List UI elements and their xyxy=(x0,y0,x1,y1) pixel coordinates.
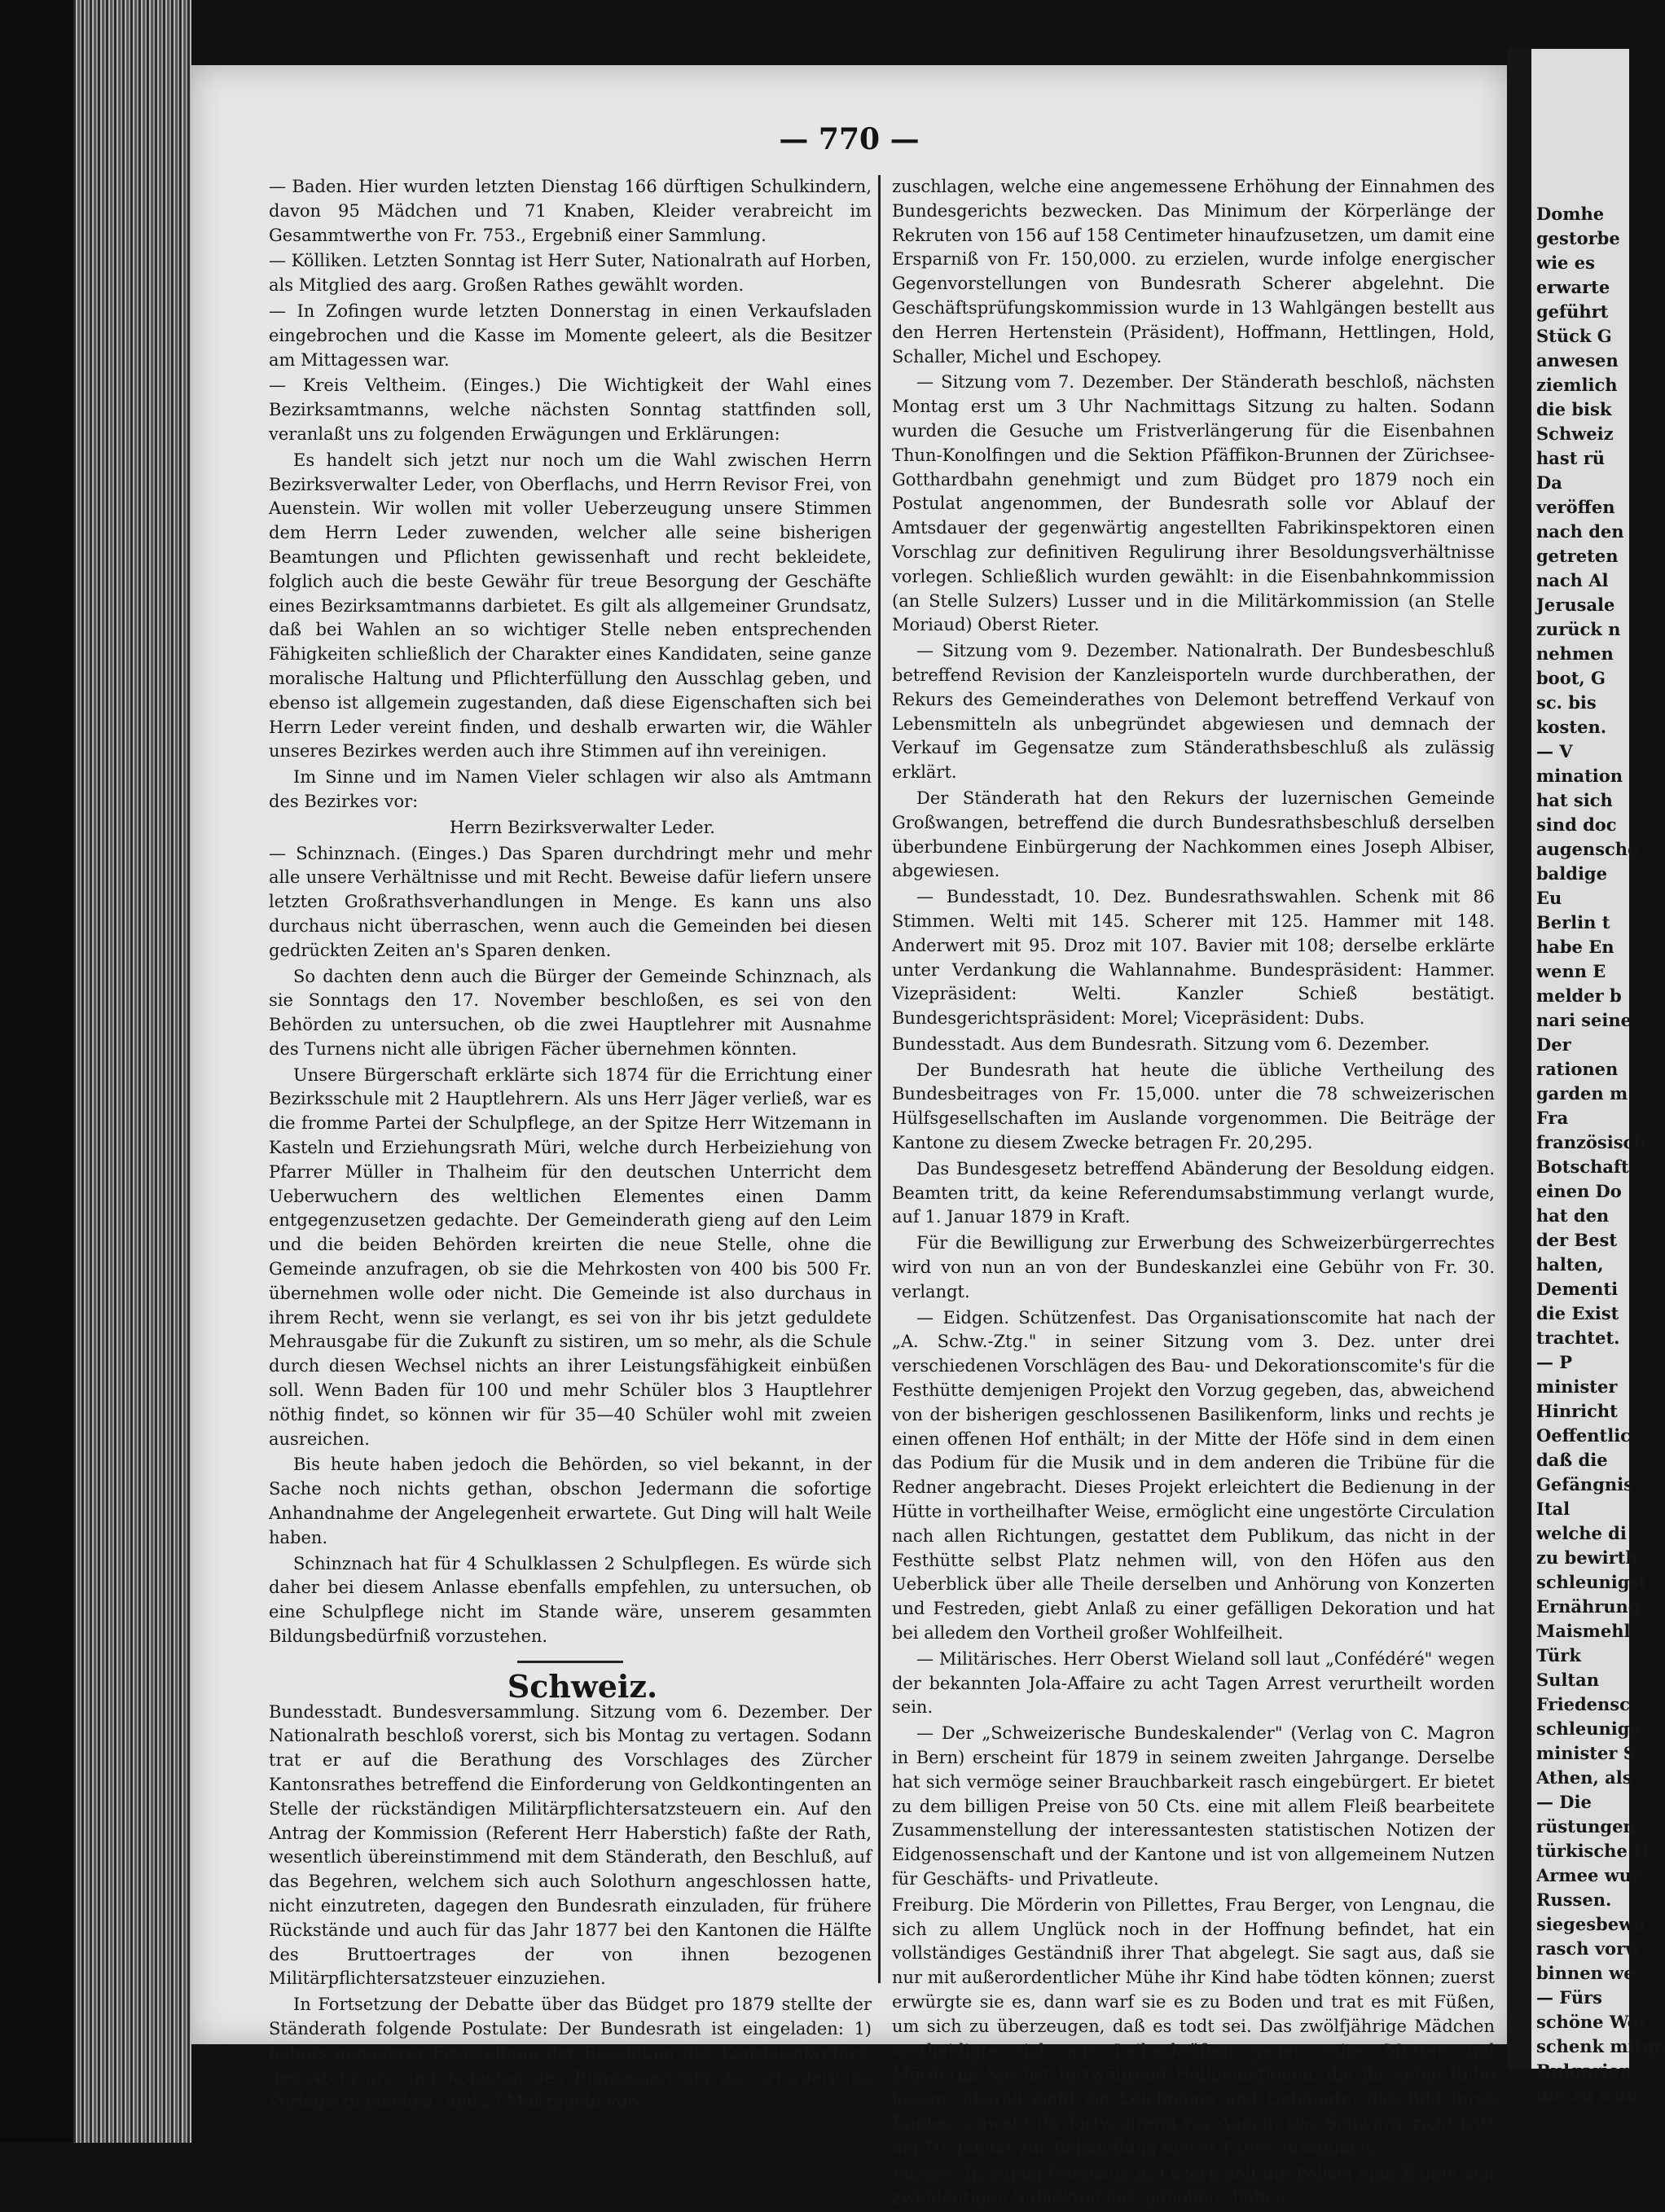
article-continued: zuschlagen, welche eine angemessene Erhöhung der Einnahmen des Bundesgerichts bezwecken. Das Minimum der Körperlänge der Rekruten von 156 auf 158 Centimeter hinaufzusetzen, um damit eine Ersparniß von Fr. 150,000. zu erzielen, wurde infolge energischer Gegenvorstellungen von Bundesrath Scherer abgelehnt. Die Geschäftsprüfungskommission wurde in 13 Wahlgängen bestellt aus den Herren Hertenstein (Präsident), Hoffmann, Hettlingen, Hold, Schaller, Michel und Eschopey. xyxy=(892,177,1495,366)
adjacent-page-text-fragment: trachtet. xyxy=(1536,1328,1620,1348)
adjacent-page-text-fragment: geführt xyxy=(1536,301,1609,322)
adjacent-page-text-fragment: türkische O xyxy=(1536,1841,1649,1861)
adjacent-page-text-fragment: Sultan xyxy=(1536,1670,1599,1690)
article-staenderath-rekurs: Der Ständerath hat den Rekurs der luzernischen Gemeinde Großwangen, betreffend die durch Bundesrathsbeschluß derselben überbundene Einbürgerung der Nachkommen eines Joseph Albiser, abgewiesen. xyxy=(892,788,1495,881)
adjacent-page-text-fragment: habe En xyxy=(1536,937,1614,957)
adjacent-page-text-fragment: schleunigst xyxy=(1536,1572,1647,1592)
adjacent-page-text-fragment: minister xyxy=(1536,1376,1618,1397)
section-divider xyxy=(517,1661,623,1663)
adjacent-page-text-fragment: sind doc xyxy=(1536,814,1617,835)
adjacent-page-text-fragment: kosten. xyxy=(1536,717,1607,737)
article-aus-dem-bundesrath: Bundesstadt. Aus dem Bundesrath. Sitzung vom 6. Dezember. xyxy=(892,1034,1430,1054)
adjacent-page-text-fragment: — Die xyxy=(1536,1792,1592,1812)
right-column xyxy=(892,175,1495,2212)
adjacent-page-text-fragment: Hinricht xyxy=(1536,1401,1618,1421)
adjacent-page-text-fragment: schleunige xyxy=(1536,1718,1641,1739)
adjacent-page-text-fragment: Eu xyxy=(1536,888,1562,908)
article-koelliken: — Kölliken. Letzten Sonntag ist Herr Suter, Nationalrath auf Horben, als Mitglied des aarg. Großen Rathes gewählt worden. xyxy=(269,251,872,296)
adjacent-page-text-fragment: nehmen xyxy=(1536,643,1614,664)
adjacent-page-text-fragment: augensche xyxy=(1536,839,1639,859)
adjacent-page-text-fragment: anwesen xyxy=(1536,350,1619,371)
article-freiburg: Freiburg. Die Mörderin von Pillettes, Frau Berger, von Lengnau, die sich zu allem Unglück noch in der Hoffnung befindet, hat ein vollständiges Geständniß ihrer That abgelegt. Sie sagt aus, daß sie nur mit außerordentlicher Mühe ihr Kind habe tödten können; zuerst erwürgte sie es, dann warf sie es zu Boden und trat es mit Füßen, um sich zu überzeugen, daß es todt sei. Das zwölfjährige Mädchen vertheidigte sich aus Leibeskräften gegen seine Mutter und Mörderin. Sie hat fortwährend Hallucinationen, die ihr keine Ruhe lassen; überall sieht sie Leichname und Gehängte; das Bild ihres Kindes schwebt ihr fortwährend vor Augen. Das Schwurgericht tritt am 10. Januar zur Behandlung dieses Falles zusammen. xyxy=(892,1894,1495,2157)
adjacent-page-text-fragment: Berlin t xyxy=(1536,912,1610,933)
adjacent-page-text-fragment: Ernährung xyxy=(1536,1596,1641,1617)
adjacent-page-text-fragment: gestorbe xyxy=(1536,228,1620,248)
adjacent-page-text-fragment: die bisk xyxy=(1536,399,1612,419)
adjacent-page-text-fragment: garden m xyxy=(1536,1083,1628,1104)
adjacent-page-text-fragment: Türk xyxy=(1536,1645,1581,1666)
article-militaerisches: — Militärisches. Herr Oberst Wieland soll laut „Confédéré" wegen der bekannten Jola-Affaire zu acht Tagen Arrest verurtheilt worden sein. xyxy=(892,1648,1495,1718)
adjacent-page-text-fragment: Russen. xyxy=(1536,1889,1612,1910)
adjacent-page-text-fragment: Athen, als xyxy=(1536,1767,1632,1788)
article-buergerrecht-gebuehr: Für die Bewilligung zur Erwerbung des Schweizerbürgerrechtes wird von nun an von der Bundeskanzlei eine Gebühr von Fr. 30. verlangt. xyxy=(892,1233,1495,1301)
adjacent-page-text-fragment: zurück n xyxy=(1536,619,1621,639)
adjacent-page-text-fragment: welche di xyxy=(1536,1523,1627,1543)
adjacent-page-text-fragment: Stück G xyxy=(1536,326,1612,346)
adjacent-page-text-fragment: Schweiz xyxy=(1536,424,1614,444)
adjacent-page-text-fragment: nach Al xyxy=(1536,570,1609,590)
adjacent-page-text-fragment: Friedensc xyxy=(1536,1694,1630,1714)
adjacent-page-fragment xyxy=(1531,49,1665,2105)
adjacent-page-text-fragment: die zu woh xyxy=(1536,2085,1639,2105)
article-buedget-debatte: In Fortsetzung der Debatte über das Büdget pro 1879 stellte der Ständerath folgende Postulate: Der Bundesrath ist eingeladen: 1) behufs genauerer Feststellung der Besoldung des Kanzleisekretärs, des Archivars und Kopisten des Bundesgerichts die erforderliche Vorlage zu machen; und 2) Maßregeln vor- xyxy=(269,1995,872,2112)
adjacent-page-text-fragment: wenn E xyxy=(1536,961,1606,981)
newspaper-page xyxy=(191,65,1507,2208)
adjacent-page-text-fragment: die Exist xyxy=(1536,1303,1619,1323)
article-sitzung-7-dez: — Sitzung vom 7. Dezember. Der Ständerath beschloß, nächsten Montag erst um 3 Uhr Nachmittags Sitzung zu halten. Sodann wurden die Gesuche um Fristverlängerung für die Eisenbahnen Thun-Konolfingen und die Sektion Pfäffikon-Brunnen der Zürichsee-Gotthardbahn genehmigt und zum Büdget pro 1879 noch ein Postulat angenommen, der Bundesrath solle vor Ablauf der Amtsdauer der gegenwärtig angestellten Fabrikinspektoren einen Vorschlag zur definitiven Regulirung ihrer Besoldungsverhältnisse vorlegen. Schließlich wurden gewählt: in die Eisenbahnkommission (an Stelle Sulzers) Lusser und in die Militärkommission (an Stelle Moriaud) Oberst Rieter. xyxy=(892,372,1495,635)
article-baden: — Baden. Hier wurden letzten Dienstag 166 dürftigen Schulkindern, davon 95 Mädchen und 71 Knaben, Kleider verabreicht im Gesammtwerthe von Fr. 753., Ergebniß einer Sammlung. xyxy=(269,177,872,245)
adjacent-page-text-fragment: Domhe xyxy=(1536,204,1605,224)
article-zofingen: — In Zofingen wurde letzten Donnerstag in einen Verkaufsladen eingebrochen und die Kasse im Momente geleert, als die Besitzer am Mittagessen war. xyxy=(269,301,872,370)
adjacent-page-text-fragment: Gefängnis xyxy=(1536,1474,1633,1494)
adjacent-page-text-fragment: Maismehl xyxy=(1536,1621,1631,1641)
article-schinznach-p5: Schinznach hat für 4 Schulklassen 2 Schulpflegen. Es würde sich daher bei diesem Anlasse ebenfalls empfehlen, zu untersuchen, ob eine Schulpflege nicht im Stande wäre, unserem gesammten Bildungsbedürfniß vorzustehen. xyxy=(269,1553,872,1647)
adjacent-page-text-fragment: mination xyxy=(1536,766,1623,786)
adjacent-page-text-fragment: Botschaft xyxy=(1536,1156,1629,1177)
adjacent-page-text-fragment: nari seine xyxy=(1536,1010,1632,1030)
adjacent-page-text-fragment: französisch xyxy=(1536,1132,1646,1152)
adjacent-page-text-fragment: schenk mitge xyxy=(1536,2036,1665,2056)
article-schinznach-p4: Bis heute haben jedoch die Behörden, so viel bekannt, in der Sache noch nichts gethan, obschon Jedermann die sofortige Anhandnahme der Angelegenheit erwartete. Gut Ding will halt Weile haben. xyxy=(269,1455,872,1547)
adjacent-page-text-fragment: Der xyxy=(1536,1034,1571,1055)
adjacent-page-text-fragment: Oeffentlic xyxy=(1536,1425,1631,1446)
adjacent-page-text-fragment: — V xyxy=(1536,741,1573,761)
article-schinznach-p3: Unsere Bürgerschaft erklärte sich 1874 für die Errichtung einer Bezirksschule mit 2 Hauptlehrern. Als uns Herr Jäger verließ, war es die fromme Partei der Schulpflege, an der Spitze Herr Witzemann in Kasteln und Erziehungsrath Müri, welche durch Herbeiziehung von Pfarrer Müller in Thalheim für den deutschen Unterricht dem Ueberwuchern des weltlichen Elementes einen Damm entgegenzusetzen gedachte. Der Gemeinderath gieng auf den Leim und die beiden Behörden kreirten die neue Stelle, ohne die Gemeinde anzufragen, ob sie die Mehrkosten von 400 bis 500 Fr. übernehmen wolle oder nicht. Die Gemeinde ist also durchaus in ihrem Recht, wenn sie verlangt, es sei von ihr bis jetzt geduldete Mehrausgabe für die Zukunft zu sistiren, um so mehr, als die Schule durch diesen Wechsel nichts an ihrer Leistungsfähigkeit einbüßen soll. Wenn Baden für 100 und mehr Schüler blos 3 Hauptlehrer nöthig findet, so können wir für 35—40 Schüler wohl mit zweien ausreichen. xyxy=(269,1064,872,1449)
adjacent-page-text-fragment: hat sich xyxy=(1536,790,1613,810)
article-besoldung: Das Bundesgesetz betreffend Abänderung der Besoldung eidgen. Beamten tritt, da keine Referendumsabstimmung verlangt wurde, auf 1. Januar 1879 in Kraft. xyxy=(892,1158,1495,1227)
article-kreis-veltheim: — Kreis Veltheim. (Einges.) Die Wichtigkeit der Wahl eines Bezirksamtmanns, welche nächsten Sonntag stattfinden soll, veranlaßt uns zu folgenden Erwägungen und Erklärungen: xyxy=(269,375,872,444)
article-hilfsgesellschaften: Der Bundesrath hat heute die übliche Vertheilung des Bundesbeitrages von Fr. 15,000. unter die 78 schweizerischen Hülfsgesellschaften im Auslande vorgenommen. Die Beiträge der Kantone zu diesem Zwecke betragen Fr. 20,295. xyxy=(892,1060,1495,1153)
adjacent-page-text-fragment: zu bewirth xyxy=(1536,1547,1638,1568)
adjacent-page-text-fragment: Fra xyxy=(1536,1108,1569,1128)
adjacent-page-text-fragment: hat den xyxy=(1536,1205,1610,1226)
adjacent-page-text-fragment: binnen we xyxy=(1536,1963,1635,1983)
adjacent-page-text-fragment: hast rü xyxy=(1536,448,1606,468)
adjacent-page-text-fragment: veröffen xyxy=(1536,497,1615,517)
adjacent-page-text-fragment: erwarte xyxy=(1536,277,1610,297)
page-number: — 770 — xyxy=(779,122,920,156)
adjacent-page-text-fragment: der Best xyxy=(1536,1230,1618,1250)
adjacent-page-text-fragment: melder b xyxy=(1536,985,1622,1006)
adjacent-page-text-fragment: boot, G xyxy=(1536,668,1606,688)
page-gutter xyxy=(1507,49,1531,2069)
article-luzern: Luzern. In einem Gasthaus in Luzern soll die Polizei eine Bande von zweideutigen Subjekten aus„gehoben" haben. xyxy=(892,2163,1495,2208)
article-bundesversammlung: Bundesstadt. Bundesversammlung. Sitzung vom 6. Dezember. Der Nationalrath beschloß vorerst, sich bis Montag zu vertagen. Sodann trat er auf die Berathung des Vorschlages des Zürcher Kantonsrathes betreffend die Einforderung von Geldkontingenten an Stelle der rückständigen Militärpflichtersatzsteuern ein. Auf den Antrag der Kommission (Referent Herr Haberstich) faßte der Rath, wesentlich übereinstimmend mit dem Ständerath, den Beschluß, auf das Begehren, welchem sich auch Solothurn angeschlossen hatte, nicht einzutreten, dagegen den Bundesrath einzuladen, für frühere Rückstände und auch für das Jahr 1877 bei den Kantonen die Hälfte des Bruttoertrages der von ihnen bezogenen Militärpflichtersatzsteuer einzuziehen. xyxy=(269,1701,872,1989)
adjacent-page-text-fragment: ziemlich xyxy=(1536,375,1618,395)
adjacent-page-text-fragment: Da xyxy=(1536,472,1562,493)
adjacent-page-text-fragment: Armee wur xyxy=(1536,1865,1641,1885)
section-title-schweiz: Schweiz. xyxy=(507,1667,658,1705)
adjacent-page-text-fragment: siegesbewu xyxy=(1536,1914,1646,1934)
adjacent-page-text-fragment: getreten xyxy=(1536,546,1619,566)
adjacent-page-text-fragment: Dementi xyxy=(1536,1279,1619,1299)
adjacent-page-text-fragment: baldige xyxy=(1536,863,1607,884)
article-veltheim-body: Es handelt sich jetzt nur noch um die Wahl zwischen Herrn Bezirksverwalter Leder, von Oberflachs, und Herrn Revisor Frei, von Auenstein. Wir wollen mit voller Ueberzeugung unsere Stimmen dem Herrn Leder zuwenden, welcher alle seine bisherigen Beamtungen und Pflichten gewissenhaft und recht bekleidete, folglich auch die beste Gewähr für treue Besorgung der Geschäfte eines Bezirksamtmanns darbietet. Es gilt als allgemeiner Grundsatz, daß bei Wahlen an so wichtiger Stelle neben entsprechenden Fähigkeiten schließlich der Charakter eines Kandidaten, seine ganze moralische Haltung und Pflichterfüllung den Ausschlag geben, und ebenso ist allgemein zugestanden, daß diese Eigenschaften sich bei Herrn Leder vereint finden, und deshalb erwarten wir, die Wähler unseres Bezirkes werden auch ihre Stimmen auf ihn vereinigen. xyxy=(269,450,872,761)
article-schuetzenfest: — Eidgen. Schützenfest. Das Organisationscomite hat nach der „A. Schw.-Ztg." in seiner Sitzung vom 3. Dez. unter drei verschiedenen Vorschlägen des Bau- und Dekorationscomite's für die Festhütte demjenigen Projekt den Vorzug gegeben, das, abweichend von der bisherigen geschlossenen Basilikenform, links und rechts je einen offenen Hof enthält; in der Mitte der Höfe sind in dem einen das Podium für die Musik und in dem anderen die Tribüne für die Redner angebracht. Dieses Projekt erleichtert die Bedienung in der Hütte in vortheilhafter Weise, ermöglicht eine ungestörte Circulation nach allen Richtungen, gestattet dem Publikum, das nicht in der Festhütte selbst Platz nehmen will, von den Höfen aus den Ueberblick über alle Theile derselben und Anhörung von Konzerten und Festreden, giebt Anlaß zu einer gefälligen Dekoration und hat bei alledem den Vortheil großer Wohlfeilheit. xyxy=(892,1307,1495,1644)
adjacent-page-text-fragment: sc. bis xyxy=(1536,692,1597,713)
adjacent-page-text-fragment: nach den xyxy=(1536,521,1624,542)
adjacent-page-text-fragment: schöne Wor xyxy=(1536,2012,1648,2032)
column-divider xyxy=(878,175,881,1983)
adjacent-page-text-fragment: Ital xyxy=(1536,1499,1571,1519)
adjacent-page-text-fragment: minister S xyxy=(1536,1743,1636,1763)
adjacent-page-text-fragment: Bulgarien xyxy=(1536,2061,1632,2081)
adjacent-page-text-fragment: rasch vorw xyxy=(1536,1938,1641,1959)
adjacent-page-text-fragment: daß die xyxy=(1536,1450,1608,1470)
adjacent-page-text-fragment: — P xyxy=(1536,1352,1573,1372)
article-veltheim-proposal: Im Sinne und im Namen Vieler schlagen wir also als Amtmann des Bezirkes vor: xyxy=(269,767,872,811)
article-schinznach-p2: So dachten denn auch die Bürger der Gemeinde Schinznach, als sie Sonntags den 17. November beschloßen, es sei von den Behörden zu untersuchen, ob die zwei Hauptlehrer mit Ausnahme des Turnens nicht alle übrigen Fächer übernehmen könnten. xyxy=(269,966,872,1059)
adjacent-page-text-fragment: Jerusale xyxy=(1536,595,1615,615)
adjacent-page-text-fragment: rationen xyxy=(1536,1059,1619,1079)
article-bundeskalender: — Der „Schweizerische Bundeskalender" (Verlag von C. Magron in Bern) erscheint für 1879 in seinem zweiten Jahrgange. Derselbe hat sich vermöge seiner Brauchbarkeit rasch eingebürgert. Er bietet zu dem billigen Preise von 50 Cts. eine mit allem Fleiß bearbeitete Zusammenstellung der interessantesten statistischen Notizen der Eidgenossenschaft und der Kantone und ist von allgemeinem Nutzen für Geschäfts- und Privatleute. xyxy=(892,1723,1495,1889)
scan-background xyxy=(0,0,73,2143)
adjacent-page-text-fragment: wie es xyxy=(1536,252,1595,273)
adjacent-page-text-fragment: — Fürs xyxy=(1536,1987,1603,2008)
article-schinznach: — Schinznach. (Einges.) Das Sparen durchdringt mehr und mehr alle unsere Verhältnisse und mit Recht. Beweise dafür liefern unsere letzten Großrathsverhandlungen in Menge. Es kann uns also durchaus nicht überraschen, wenn auch die Gemeinden bei diesen gedrückten Zeiten an's Sparen denken. xyxy=(269,843,872,960)
adjacent-page-text-fragment: einen Do xyxy=(1536,1181,1622,1201)
left-column xyxy=(269,175,872,2116)
candidate-name: Herrn Bezirksverwalter Leder. xyxy=(450,817,715,837)
article-sitzung-9-dez: — Sitzung vom 9. Dezember. Nationalrath. Der Bundesbeschluß betreffend Revision der Kanzleisporteln wurde durchberathen, der Rekurs des Gemeinderathes von Delemont betreffend Verkauf von Lebensmitteln als unbegründet abgewiesen und demnach der Verkauf im Gegensatze zum Ständerathsbeschluß als zulässig erklärt. xyxy=(892,641,1495,783)
adjacent-page-text-fragment: rüstungen xyxy=(1536,1816,1636,1837)
adjacent-page-text-fragment: halten, xyxy=(1536,1254,1604,1275)
article-bundesrathswahlen: — Bundesstadt, 10. Dez. Bundesrathswahlen. Schenk mit 86 Stimmen. Welti mit 145. Scherer mit 125. Hammer mit 148. Anderwert mit 95. Droz mit 107. Bavier mit 108; derselbe erklärte unter Verdankung die Wahlannahme. Bundespräsident: Hammer. Vizepräsident: Welti. Kanzler Schieß bestätigt. Bundesgerichtspräsident: Morel; Vicepräsident: Dubs. xyxy=(892,887,1495,1029)
